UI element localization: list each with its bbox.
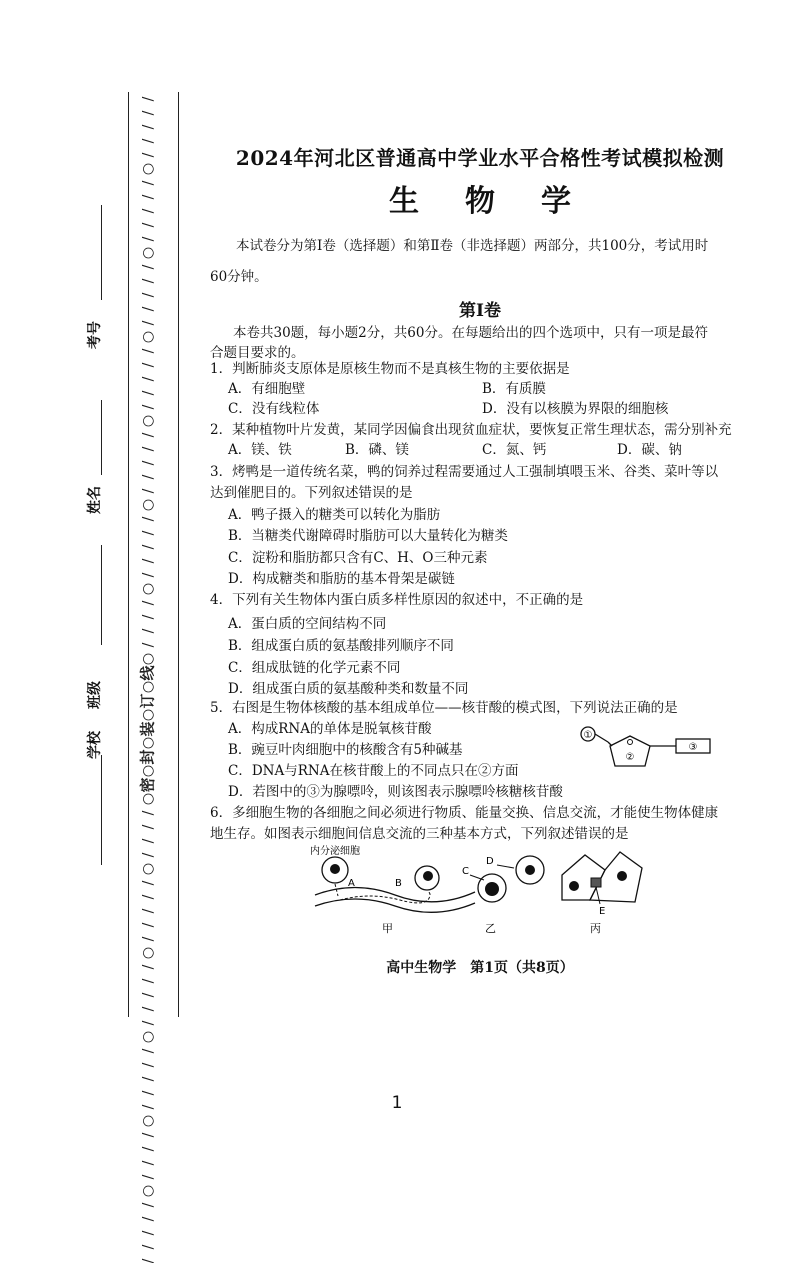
binding-slash: / <box>140 978 156 984</box>
binding-circle: ○ <box>140 162 156 176</box>
q5-stem: 5．右图是生物体核酸的基本组成单位——核苷酸的模式图，下列说法正确的是 <box>210 700 678 716</box>
endocrine-nucleus <box>330 864 340 874</box>
binding-slash: / <box>140 124 156 130</box>
q5-option-b: B．豌豆叶肉细胞中的核酸含有5种碱基 <box>228 742 463 758</box>
q2-option-b: B．磷、镁 <box>345 442 409 458</box>
binding-circle: ○ <box>140 708 156 722</box>
binding-slash: / <box>140 838 156 844</box>
binding-slash: / <box>140 474 156 480</box>
binding-slash: / <box>140 110 156 116</box>
binding-slash: / <box>140 152 156 158</box>
binding-slash: / <box>140 600 156 606</box>
phosphate-bond <box>595 734 608 742</box>
q3-stem-1: 3．烤鸭是一道传统名菜，鸭的饲养过程需要通过人工强制填喂玉米、谷类、菜叶等以 <box>210 464 719 480</box>
binding-word: 订 <box>138 693 157 709</box>
binding-slash: / <box>140 642 156 648</box>
binding-word: 装 <box>138 721 157 737</box>
q5-option-c: C．DNA与RNA在核苷酸上的不同点只在②方面 <box>228 763 519 779</box>
binding-circle: ○ <box>140 1030 156 1044</box>
q4-option-a: A．蛋白质的空间结构不同 <box>228 616 387 632</box>
target-nucleus <box>423 871 433 881</box>
q1-option-c: C．没有线粒体 <box>228 401 320 417</box>
binding-slash: / <box>140 278 156 284</box>
blood-vessel-lower <box>315 899 475 912</box>
binding-slash: / <box>140 824 156 830</box>
binding-word: 密 <box>138 777 157 793</box>
binding-slash: / <box>140 1048 156 1054</box>
plasmodesmata <box>591 878 601 887</box>
binding-circle: ○ <box>140 792 156 806</box>
section-instruction-1: 本卷共30题，每小题2分，共60分。在每题给出的四个选项中，只有一项是最符 <box>233 325 708 341</box>
plant-nucleus-right <box>617 871 627 881</box>
binding-circle: ○ <box>140 736 156 750</box>
school-line <box>101 755 102 865</box>
q3-option-c: C．淀粉和脂肪都只含有C、H、O三种元素 <box>228 550 488 566</box>
receiving-nucleus <box>525 865 535 875</box>
binding-slash: / <box>140 1216 156 1222</box>
binding-slash: / <box>140 236 156 242</box>
label-d: D <box>486 856 494 867</box>
binding-pattern <box>138 92 158 1263</box>
intro-line-1: 本试卷分为第Ⅰ卷（选择题）和第Ⅱ卷（非选择题）两部分，共100分，考试用时 <box>236 238 709 254</box>
exam-no-label: 考号 <box>87 321 103 349</box>
pointer-e <box>596 887 600 904</box>
exam-title: 2024年河北区普通高中学业水平合格性考试模拟检测 <box>235 146 725 170</box>
subject-title: 生物学 <box>389 184 617 219</box>
binding-slash: / <box>140 264 156 270</box>
binding-slash: / <box>140 194 156 200</box>
binding-slash: / <box>140 320 156 326</box>
section-title: 第Ⅰ卷 <box>459 301 501 321</box>
binding-slash: / <box>140 292 156 298</box>
ring-oxygen <box>628 740 633 745</box>
binding-slash: / <box>140 138 156 144</box>
binding-slash: / <box>140 446 156 452</box>
q6-stem-1: 6．多细胞生物的各细胞之间必须进行物质、能量交换、信息交流，才能使生物体健康 <box>210 805 719 821</box>
label-c: C <box>462 866 469 877</box>
binding-word: 封 <box>138 749 157 765</box>
section-instruction-2: 合题目要求的。 <box>210 345 305 361</box>
binding-circle: ○ <box>140 1114 156 1128</box>
binding-slash: / <box>140 558 156 564</box>
binding-circle: ○ <box>140 414 156 428</box>
binding-slash: / <box>140 1104 156 1110</box>
q4-option-d: D．组成蛋白质的氨基酸种类和数量不同 <box>228 681 469 697</box>
binding-slash: / <box>140 180 156 186</box>
q4-option-c: C．组成肽链的化学元素不同 <box>228 660 401 676</box>
binding-slash: / <box>140 628 156 634</box>
binding-line-right <box>178 92 179 1017</box>
cell-communication-diagram <box>300 840 660 940</box>
plant-nucleus-left <box>569 881 579 891</box>
q5-option-a: A．构成RNA的单体是脱氧核苷酸 <box>228 721 432 737</box>
binding-circle: ○ <box>140 330 156 344</box>
binding-slash: / <box>140 1258 156 1263</box>
binding-slash: / <box>140 852 156 858</box>
q3-option-d: D．构成糖类和脂肪的基本骨架是碳链 <box>228 571 455 587</box>
name-label: 姓名 <box>87 486 103 514</box>
q2-option-a: A．镁、铁 <box>228 442 292 458</box>
caption-bing: 丙 <box>590 922 601 935</box>
binding-slash: / <box>140 530 156 536</box>
binding-slash: / <box>140 880 156 886</box>
class-line <box>101 545 102 645</box>
q1-option-d: D．没有以核膜为界限的细胞核 <box>482 401 669 417</box>
q4-stem: 4．下列有关生物体内蛋白质多样性原因的叙述中，不正确的是 <box>210 592 584 608</box>
binding-circle: ○ <box>140 582 156 596</box>
binding-slash: / <box>140 1132 156 1138</box>
endocrine-cell-label: 内分泌细胞 <box>310 846 360 857</box>
q2-stem: 2．某种植物叶片发黄，某同学因偏食出现贫血症状，要恢复正常生理状态，需分别补充 <box>210 422 732 438</box>
binding-circle: ○ <box>140 246 156 260</box>
q1-option-b: B．有质膜 <box>482 381 546 397</box>
binding-circle: ○ <box>140 652 156 666</box>
binding-slash: / <box>140 208 156 214</box>
signal-nucleus <box>485 882 499 896</box>
q3-option-a: A．鸭子摄入的糖类可以转化为脂肪 <box>228 507 441 523</box>
label-e: E <box>599 906 606 917</box>
binding-circle: ○ <box>140 680 156 694</box>
binding-circle: ○ <box>140 946 156 960</box>
binding-slash: / <box>140 432 156 438</box>
binding-circle: ○ <box>140 862 156 876</box>
q3-stem-2: 达到催肥目的。下列叙述错误的是 <box>210 485 413 501</box>
binding-slash: / <box>140 1160 156 1166</box>
binding-slash: / <box>140 460 156 466</box>
binding-slash: / <box>140 810 156 816</box>
binding-slash: / <box>140 96 156 102</box>
name-line <box>101 400 102 475</box>
nucleotide-diagram <box>572 724 722 776</box>
binding-slash: / <box>140 376 156 382</box>
binding-slash: / <box>140 1076 156 1082</box>
school-label: 学校 <box>87 731 103 759</box>
label-3: ③ <box>688 742 698 753</box>
binding-slash: / <box>140 306 156 312</box>
binding-slash: / <box>140 1006 156 1012</box>
q4-option-b: B．组成蛋白质的氨基酸排列顺序不同 <box>228 638 454 654</box>
binding-circle: ○ <box>140 498 156 512</box>
q5-option-d: D．若图中的③为腺嘌呤，则该图表示腺嘌呤核糖核苷酸 <box>228 784 563 800</box>
binding-slash: / <box>140 362 156 368</box>
binding-slash: / <box>140 936 156 942</box>
binding-slash: / <box>140 614 156 620</box>
binding-slash: / <box>140 222 156 228</box>
binding-line-left <box>128 92 129 1017</box>
binding-slash: / <box>140 922 156 928</box>
binding-slash: / <box>140 908 156 914</box>
binding-slash: / <box>140 348 156 354</box>
binding-slash: / <box>140 1146 156 1152</box>
binding-slash: / <box>140 544 156 550</box>
binding-slash: / <box>140 404 156 410</box>
binding-slash: / <box>140 516 156 522</box>
exam-no-line <box>101 205 102 300</box>
binding-slash: / <box>140 1230 156 1236</box>
binding-slash: / <box>140 1202 156 1208</box>
intro-line-2: 60分钟。 <box>210 269 268 285</box>
binding-slash: / <box>140 1090 156 1096</box>
binding-slash: / <box>140 488 156 494</box>
page-footer: 高中生物学 第1页（共8页） <box>386 960 574 976</box>
binding-slash: / <box>140 1244 156 1250</box>
q3-option-b: B．当糖类代谢障碍时脂肪可以大量转化为糖类 <box>228 528 508 544</box>
label-2: ② <box>625 752 635 763</box>
q1-stem: 1．判断肺炎支原体是原核生物而不是真核生物的主要依据是 <box>210 361 570 377</box>
pointer-d <box>497 865 514 868</box>
binding-slash: / <box>140 390 156 396</box>
caption-yi: 乙 <box>485 922 496 935</box>
class-label: 班级 <box>87 681 103 709</box>
binding-slash: / <box>140 1062 156 1068</box>
q6-stem-2: 地生存。如图表示细胞间信息交流的三种基本方式，下列叙述错误的是 <box>210 826 629 842</box>
label-b: B <box>395 878 402 889</box>
label-1: ① <box>583 730 593 741</box>
page-number: 1 <box>391 1093 403 1113</box>
binding-slash: / <box>140 894 156 900</box>
q2-option-c: C．氮、钙 <box>482 442 547 458</box>
binding-slash: / <box>140 572 156 578</box>
label-a: A <box>348 878 355 889</box>
binding-word: 线 <box>138 665 157 681</box>
q1-option-a: A．有细胞壁 <box>228 381 306 397</box>
binding-slash: / <box>140 964 156 970</box>
binding-circle: ○ <box>140 764 156 778</box>
binding-circle: ○ <box>140 1184 156 1198</box>
caption-jia: 甲 <box>382 922 393 935</box>
binding-slash: / <box>140 1020 156 1026</box>
binding-slash: / <box>140 1174 156 1180</box>
q2-option-d: D．碳、钠 <box>617 442 682 458</box>
binding-slash: / <box>140 992 156 998</box>
